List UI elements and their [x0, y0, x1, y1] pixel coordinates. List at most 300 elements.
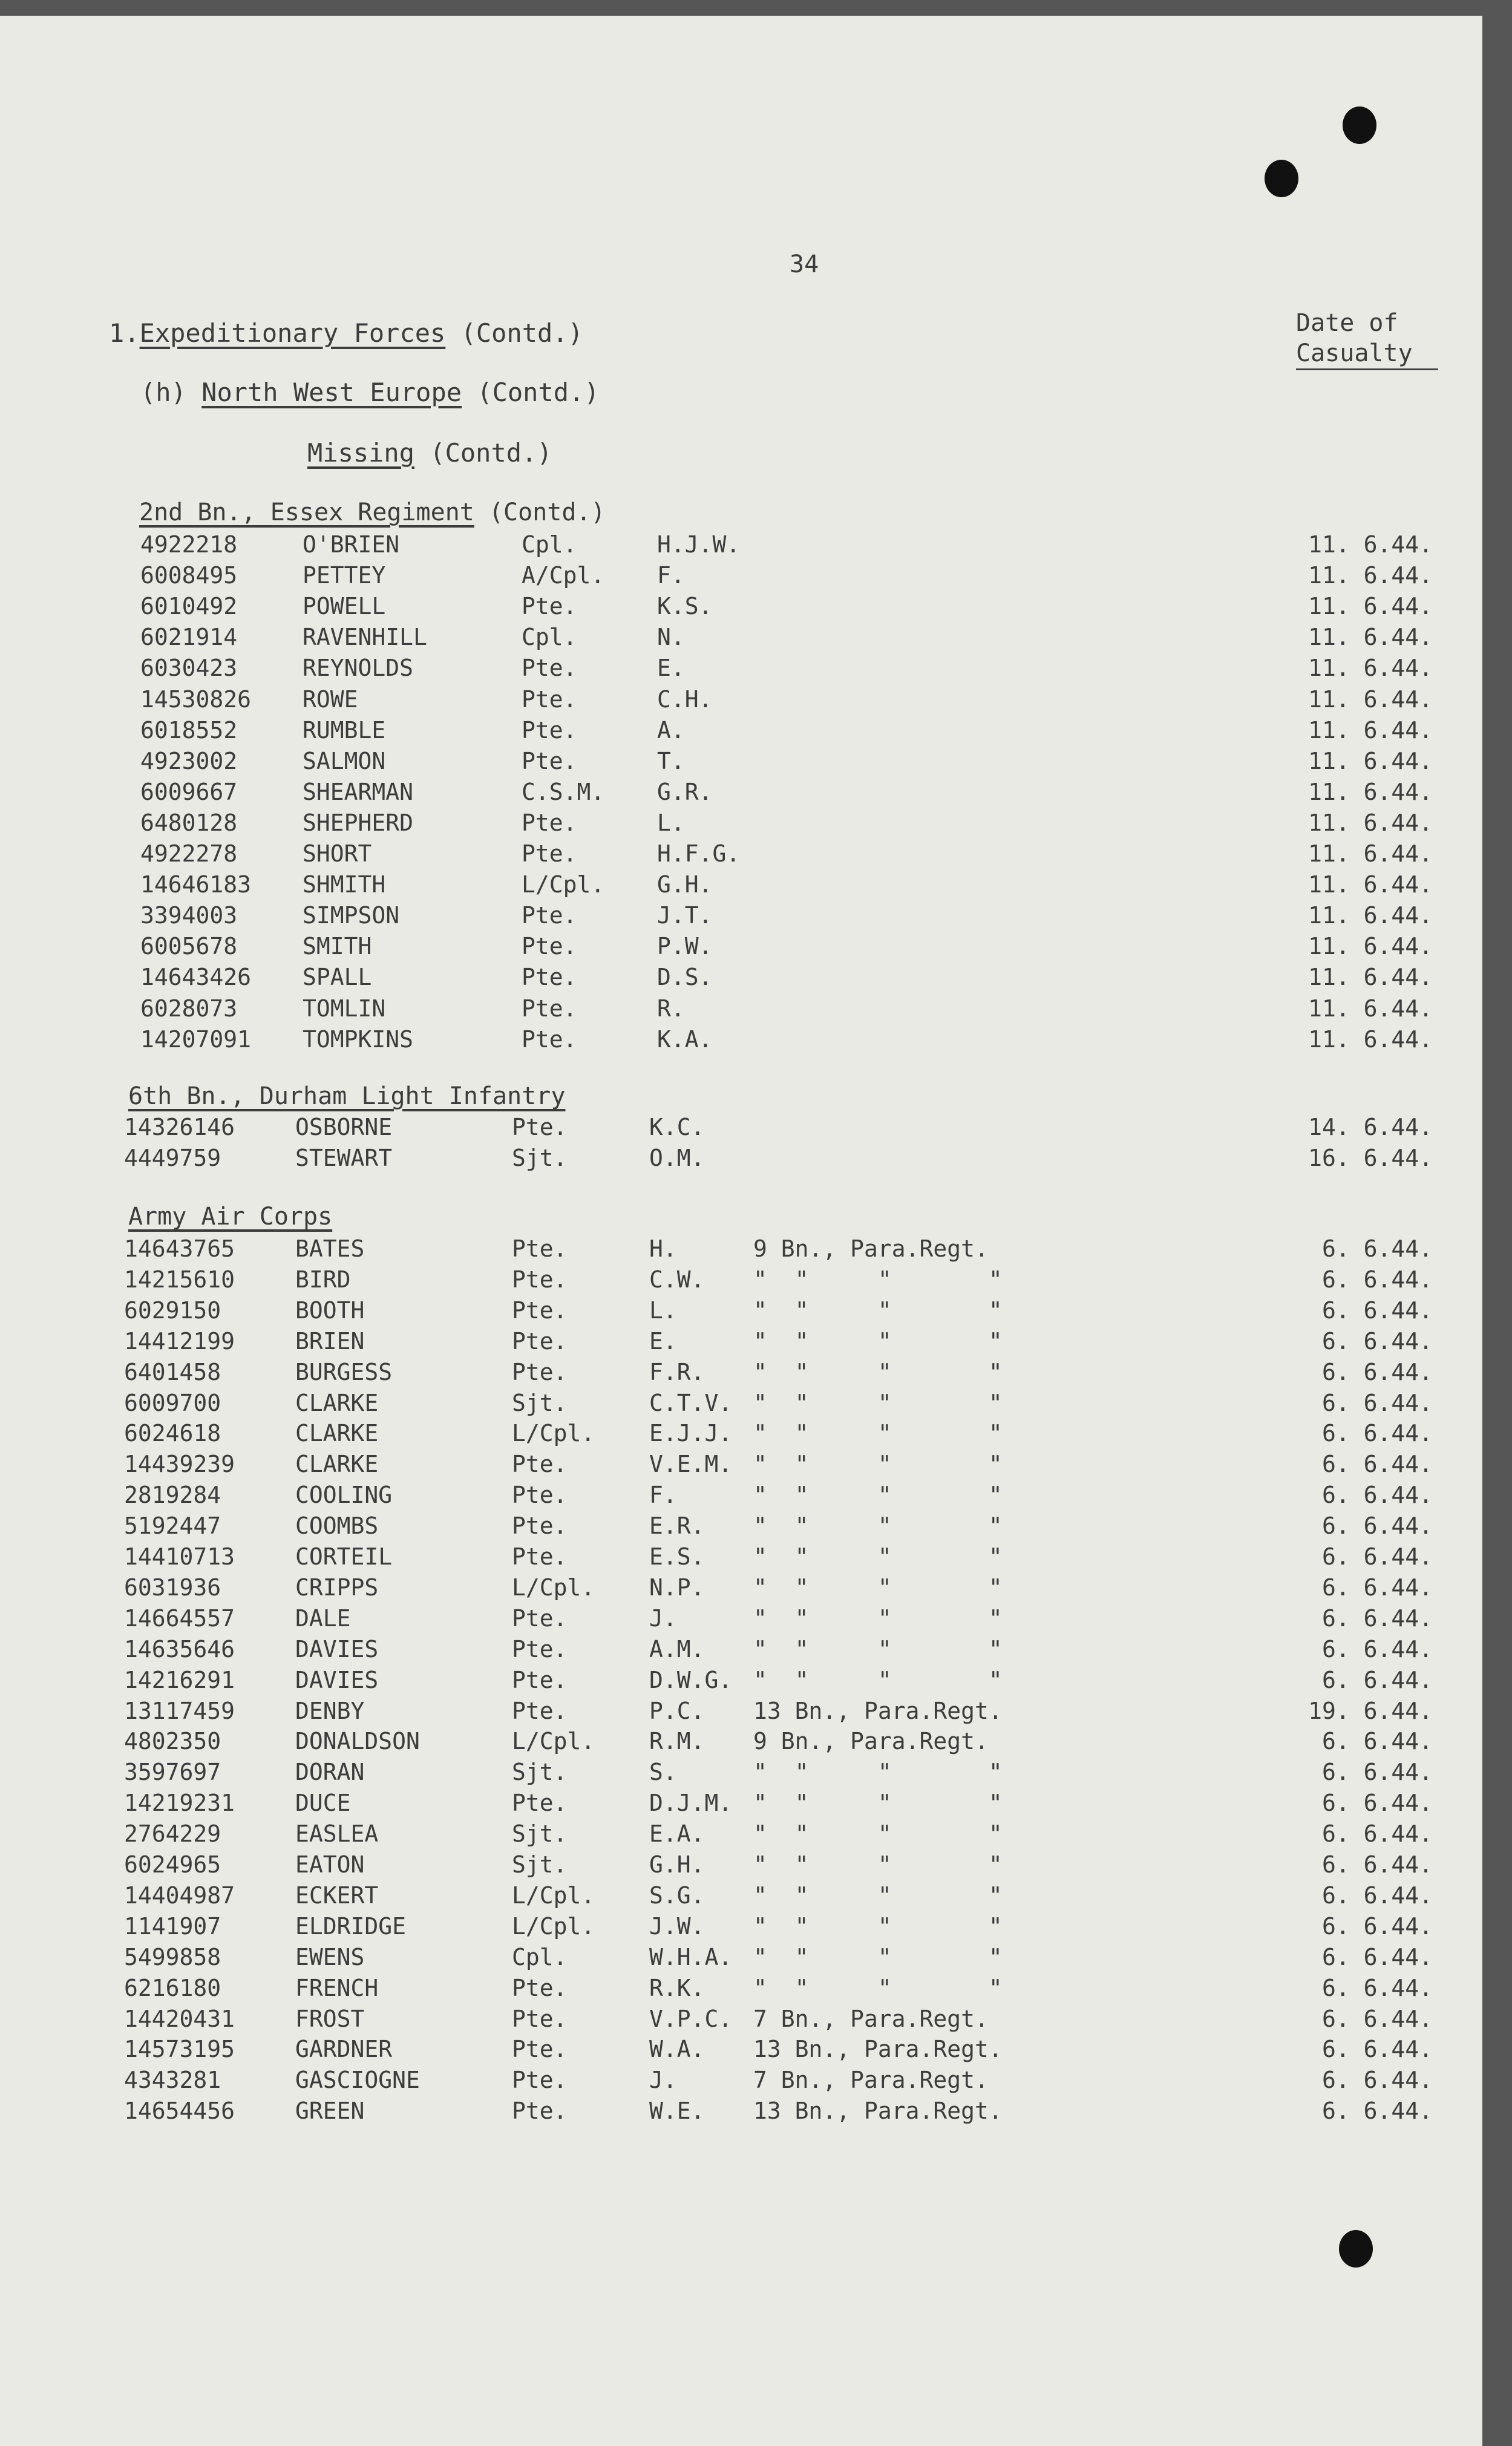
casualty-date: 6. 6.44.	[1321, 1882, 1433, 1909]
unit: " " " "	[753, 1420, 1003, 1447]
unit: " " " "	[753, 1851, 1003, 1878]
casualty-date: 6. 6.44.	[1321, 1851, 1433, 1878]
table-row	[0, 995, 1482, 1026]
surname: SHEARMAN	[303, 779, 414, 805]
initials: O.M.	[649, 1145, 705, 1171]
section-title-suffix: (Contd.)	[474, 499, 606, 526]
service-number: 14410713	[124, 1543, 235, 1570]
rank: Pte.	[522, 717, 577, 744]
surname: ROWE	[303, 686, 358, 713]
initials: H.J.W.	[657, 531, 741, 558]
casualty-date: 6. 6.44.	[1321, 2006, 1433, 2032]
initials: N.P.	[649, 1574, 705, 1601]
rank: Sjt.	[512, 1390, 568, 1416]
service-number: 3597697	[124, 1759, 221, 1785]
rank: Pte.	[512, 1451, 568, 1477]
table-row	[0, 1913, 1482, 1944]
surname: EWENS	[295, 1944, 365, 1970]
rank: Pte.	[522, 809, 577, 836]
rank: Pte.	[512, 1790, 568, 1816]
surname: BIRD	[295, 1266, 351, 1293]
surname: REYNOLDS	[303, 655, 414, 681]
surname: EASLEA	[295, 1820, 379, 1847]
initials: E.J.J.	[649, 1420, 733, 1447]
table-row	[0, 964, 1482, 995]
rank: L/Cpl.	[522, 871, 605, 898]
rank: Pte.	[512, 2067, 568, 2093]
sub-heading-prefix: (h)	[140, 378, 186, 407]
initials: S.	[649, 1759, 677, 1785]
initials: C.H.	[657, 686, 713, 713]
unit: 7 Bn., Para.Regt.	[753, 2067, 989, 2093]
main-heading-prefix: 1.	[109, 318, 140, 348]
table-row	[0, 1605, 1482, 1636]
rank: Pte.	[522, 748, 577, 774]
surname: RAVENHILL	[303, 624, 427, 650]
unit: 13 Bn., Para.Regt.	[753, 2036, 1003, 2062]
surname: DAVIES	[295, 1667, 379, 1693]
rank: Cpl.	[522, 624, 577, 650]
surname: FROST	[295, 2006, 365, 2032]
surname: BOOTH	[295, 1297, 365, 1324]
casualty-date: 11. 6.44.	[1308, 717, 1433, 744]
unit: " " " "	[753, 1574, 1003, 1601]
unit: " " " "	[753, 1297, 1003, 1324]
section-title-text: Army Air Corps	[128, 1203, 333, 1231]
rank: Pte.	[512, 1266, 568, 1293]
surname: BATES	[295, 1235, 365, 1262]
surname: COOLING	[295, 1482, 393, 1508]
service-number: 14216291	[124, 1667, 235, 1693]
document-page	[0, 16, 1482, 2446]
unit: " " " "	[753, 1543, 1003, 1570]
surname: SHORT	[303, 840, 372, 867]
punch-hole-bottom	[1339, 2230, 1373, 2268]
service-number: 14635646	[124, 1636, 235, 1663]
surname: BURGESS	[295, 1359, 393, 1385]
casualty-date: 6. 6.44.	[1321, 1944, 1433, 1970]
table-row	[0, 1451, 1482, 1482]
surname: STEWART	[295, 1145, 393, 1171]
service-number: 4923002	[140, 748, 238, 774]
casualty-date: 16. 6.44.	[1308, 1145, 1433, 1171]
service-number: 6029150	[124, 1297, 221, 1324]
service-number: 6480128	[140, 809, 238, 836]
rank: Sjt.	[512, 1851, 568, 1878]
rank: Pte.	[512, 1667, 568, 1693]
surname: TOMLIN	[303, 995, 386, 1022]
table-row	[0, 871, 1482, 902]
table-row	[0, 1390, 1482, 1421]
initials: A.M.	[649, 1636, 705, 1663]
casualty-date: 6. 6.44.	[1321, 1235, 1433, 1262]
casualty-date: 11. 6.44.	[1308, 748, 1433, 774]
table-row	[0, 1359, 1482, 1390]
unit: 13 Bn., Para.Regt.	[753, 1698, 1003, 1724]
casualty-date: 11. 6.44.	[1308, 964, 1433, 990]
service-number: 4343281	[124, 2067, 221, 2093]
initials: W.A.	[649, 2036, 705, 2062]
table-row	[0, 1026, 1482, 1057]
service-number: 6005678	[140, 933, 238, 960]
service-number: 6401458	[124, 1359, 221, 1385]
casualty-date: 6. 6.44.	[1321, 1390, 1433, 1416]
section-title	[139, 499, 606, 526]
punch-hole-top	[1343, 106, 1376, 144]
rank: C.S.M.	[522, 779, 605, 805]
service-number: 6008495	[140, 562, 238, 589]
service-number: 6009700	[124, 1390, 221, 1416]
casualty-date: 6. 6.44.	[1321, 1820, 1433, 1847]
table-row	[0, 809, 1482, 840]
service-number: 5499858	[124, 1944, 221, 1970]
table-row	[0, 655, 1482, 685]
initials: L.	[657, 809, 685, 836]
table-row	[0, 1266, 1482, 1297]
rank: Pte.	[512, 1235, 568, 1262]
table-row	[0, 1114, 1482, 1145]
service-number: 6010492	[140, 593, 238, 620]
rank: Cpl.	[522, 531, 577, 558]
service-number: 6024618	[124, 1420, 221, 1447]
surname: SHEPHERD	[303, 809, 414, 836]
rank: Pte.	[522, 995, 577, 1022]
status-heading-title: Missing	[307, 438, 415, 468]
section-title-text: 6th Bn., Durham Light Infantry	[128, 1082, 566, 1110]
surname: DENBY	[295, 1698, 365, 1724]
sub-heading	[140, 378, 600, 407]
date-header-line-1: Date of	[1296, 309, 1398, 337]
service-number: 4449759	[124, 1145, 221, 1171]
casualty-date: 11. 6.44.	[1308, 995, 1433, 1022]
initials: F.R.	[649, 1359, 705, 1385]
unit: " " " "	[753, 1359, 1003, 1385]
surname: DUCE	[295, 1790, 351, 1816]
surname: CRIPPS	[295, 1574, 379, 1601]
table-row	[0, 531, 1482, 562]
initials: R.K.	[649, 1975, 705, 2001]
rank: Pte.	[512, 1698, 568, 1724]
casualty-date: 6. 6.44.	[1321, 1420, 1433, 1447]
table-row	[0, 1543, 1482, 1574]
table-row	[0, 1728, 1482, 1759]
table-row	[0, 1944, 1482, 1975]
casualty-date: 6. 6.44.	[1321, 1328, 1433, 1355]
surname: TOMPKINS	[303, 1026, 414, 1053]
unit: " " " "	[753, 1975, 1003, 2001]
unit: " " " "	[753, 1266, 1003, 1293]
service-number: 3394003	[140, 902, 238, 929]
rank: Sjt.	[512, 1145, 568, 1171]
table-row	[0, 2067, 1482, 2098]
rank: Pte.	[522, 655, 577, 681]
surname: GREEN	[295, 2098, 365, 2124]
surname: PETTEY	[303, 562, 386, 589]
table-row	[0, 1820, 1482, 1851]
unit: " " " "	[753, 1636, 1003, 1663]
service-number: 14646183	[140, 871, 252, 898]
service-number: 6030423	[140, 655, 238, 681]
service-number: 6216180	[124, 1975, 221, 2001]
casualty-date: 11. 6.44.	[1308, 933, 1433, 960]
initials: A.	[657, 717, 685, 744]
table-row	[0, 1790, 1482, 1820]
service-number: 14420431	[124, 2006, 235, 2032]
initials: S.G.	[649, 1882, 705, 1909]
initials: J.	[649, 1605, 677, 1632]
rank: Pte.	[522, 933, 577, 960]
rank: Pte.	[522, 964, 577, 990]
table-row	[0, 779, 1482, 809]
initials: N.	[657, 624, 685, 650]
rank: Sjt.	[512, 1759, 568, 1785]
section-title-text: 2nd Bn., Essex Regiment	[139, 499, 474, 526]
service-number: 13117459	[124, 1698, 235, 1724]
rank: L/Cpl.	[512, 1882, 595, 1909]
service-number: 2764229	[124, 1820, 221, 1847]
initials: H.F.G.	[657, 840, 741, 867]
service-number: 6031936	[124, 1574, 221, 1601]
initials: V.P.C.	[649, 2006, 733, 2032]
table-row	[0, 717, 1482, 748]
rank: Pte.	[512, 2036, 568, 2062]
service-number: 6024965	[124, 1851, 221, 1878]
unit: " " " "	[753, 1759, 1003, 1785]
service-number: 14326146	[124, 1114, 235, 1140]
service-number: 4922218	[140, 531, 238, 558]
service-number: 4802350	[124, 1728, 221, 1754]
casualty-date: 11. 6.44.	[1308, 871, 1433, 898]
rank: Pte.	[512, 1328, 568, 1355]
rank: Sjt.	[512, 1820, 568, 1847]
main-heading	[109, 318, 583, 348]
unit: " " " "	[753, 1944, 1003, 1970]
surname: SHMITH	[303, 871, 386, 898]
table-row	[0, 2036, 1482, 2067]
casualty-date: 6. 6.44.	[1321, 1913, 1433, 1940]
casualty-date: 6. 6.44.	[1321, 1266, 1433, 1293]
table-row	[0, 1667, 1482, 1698]
rank: Cpl.	[512, 1944, 568, 1970]
table-row	[0, 1420, 1482, 1451]
surname: ECKERT	[295, 1882, 379, 1909]
initials: E.S.	[649, 1543, 705, 1570]
casualty-date: 6. 6.44.	[1321, 1975, 1433, 2001]
casualty-date: 11. 6.44.	[1308, 593, 1433, 620]
rank: Pte.	[512, 1543, 568, 1570]
surname: OSBORNE	[295, 1114, 393, 1140]
surname: O'BRIEN	[303, 531, 400, 558]
surname: DALE	[295, 1605, 351, 1632]
initials: F.	[649, 1482, 677, 1508]
surname: GARDNER	[295, 2036, 393, 2062]
unit: " " " "	[753, 1667, 1003, 1693]
initials: D.J.M.	[649, 1790, 733, 1816]
date-of-casualty-header	[1296, 308, 1438, 370]
service-number: 2819284	[124, 1482, 221, 1508]
casualty-date: 11. 6.44.	[1308, 531, 1433, 558]
surname: FRENCH	[295, 1975, 379, 2001]
casualty-date: 6. 6.44.	[1321, 1482, 1433, 1508]
rank: Pte.	[512, 2098, 568, 2124]
rank: Pte.	[512, 1636, 568, 1663]
sub-heading-title: North West Europe	[201, 378, 462, 407]
casualty-date: 6. 6.44.	[1321, 1667, 1433, 1693]
table-row	[0, 1145, 1482, 1176]
initials: L.	[649, 1297, 677, 1324]
initials: E.A.	[649, 1820, 705, 1847]
initials: P.W.	[657, 933, 713, 960]
initials: E.	[657, 655, 685, 681]
service-number: 1141907	[124, 1913, 221, 1940]
initials: E.	[649, 1328, 677, 1355]
initials: K.A.	[657, 1026, 713, 1053]
initials: F.	[657, 562, 685, 589]
table-row	[0, 686, 1482, 717]
surname: ELDRIDGE	[295, 1913, 407, 1940]
service-number: 6028073	[140, 995, 238, 1022]
casualty-date: 6. 6.44.	[1321, 1512, 1433, 1539]
surname: CORTEIL	[295, 1543, 393, 1570]
initials: W.E.	[649, 2098, 705, 2124]
service-number: 6021914	[140, 624, 238, 650]
initials: C.W.	[649, 1266, 705, 1293]
initials: G.H.	[649, 1851, 705, 1878]
casualty-date: 6. 6.44.	[1321, 1543, 1433, 1570]
initials: D.W.G.	[649, 1667, 733, 1693]
service-number: 14215610	[124, 1266, 235, 1293]
initials: R.	[657, 995, 685, 1022]
table-row	[0, 2098, 1482, 2128]
rank: Pte.	[512, 1975, 568, 2001]
service-number: 14412199	[124, 1328, 235, 1355]
surname: CLARKE	[295, 1420, 379, 1447]
table-row	[0, 1328, 1482, 1359]
casualty-date: 14. 6.44.	[1308, 1114, 1433, 1140]
rank: A/Cpl.	[522, 562, 605, 589]
casualty-date: 6. 6.44.	[1321, 2098, 1433, 2124]
surname: SPALL	[303, 964, 372, 990]
initials: R.M.	[649, 1728, 705, 1754]
initials: G.R.	[657, 779, 713, 805]
initials: V.E.M.	[649, 1451, 733, 1477]
service-number: 14439239	[124, 1451, 235, 1477]
service-number: 14643426	[140, 964, 252, 990]
section-title	[128, 1082, 565, 1110]
unit: " " " "	[753, 1820, 1003, 1847]
unit: " " " "	[753, 1882, 1003, 1909]
main-heading-suffix: (Contd.)	[460, 318, 583, 348]
initials: H.	[649, 1235, 677, 1262]
initials: P.C.	[649, 1698, 705, 1724]
rank: Pte.	[522, 686, 577, 713]
table-row	[0, 2006, 1482, 2036]
surname: DONALDSON	[295, 1728, 420, 1754]
casualty-date: 19. 6.44.	[1308, 1698, 1433, 1724]
initials: W.H.A.	[649, 1944, 733, 1970]
table-row	[0, 593, 1482, 624]
surname: RUMBLE	[303, 717, 386, 744]
initials: T.	[657, 748, 685, 774]
table-row	[0, 562, 1482, 593]
rank: Pte.	[512, 2006, 568, 2032]
initials: J.W.	[649, 1913, 705, 1940]
service-number: 14404987	[124, 1882, 235, 1909]
service-number: 14664557	[124, 1605, 235, 1632]
service-number: 14219231	[124, 1790, 235, 1816]
table-row	[0, 1574, 1482, 1605]
table-row	[0, 1482, 1482, 1512]
surname: CLARKE	[295, 1451, 379, 1477]
table-row	[0, 1512, 1482, 1543]
initials: K.S.	[657, 593, 713, 620]
main-heading-title: Expeditionary Forces	[139, 318, 446, 348]
table-row	[0, 1975, 1482, 2006]
unit: 9 Bn., Para.Regt.	[753, 1728, 989, 1754]
table-row	[0, 1851, 1482, 1882]
rank: L/Cpl.	[512, 1913, 595, 1940]
sub-heading-suffix: (Contd.)	[477, 378, 600, 407]
table-row	[0, 624, 1482, 655]
section-title	[128, 1203, 332, 1231]
surname: DAVIES	[295, 1636, 379, 1663]
rank: Pte.	[512, 1359, 568, 1385]
initials: K.C.	[649, 1114, 705, 1140]
rank: Pte.	[512, 1512, 568, 1539]
status-heading-suffix: (Contd.)	[430, 438, 552, 468]
service-number: 6018552	[140, 717, 238, 744]
surname: BRIEN	[295, 1328, 365, 1355]
casualty-date: 6. 6.44.	[1321, 2067, 1433, 2093]
unit: " " " "	[753, 1913, 1003, 1940]
surname: SALMON	[303, 748, 386, 774]
service-number: 14573195	[124, 2036, 235, 2062]
casualty-date: 11. 6.44.	[1308, 655, 1433, 681]
table-row	[0, 1235, 1482, 1266]
table-row	[0, 902, 1482, 933]
status-heading	[307, 438, 552, 468]
surname: POWELL	[303, 593, 386, 620]
casualty-date: 11. 6.44.	[1308, 1026, 1433, 1053]
rank: Pte.	[522, 593, 577, 620]
surname: COOMBS	[295, 1512, 379, 1539]
casualty-date: 11. 6.44.	[1308, 809, 1433, 836]
service-number: 14654456	[124, 2098, 235, 2124]
casualty-date: 11. 6.44.	[1308, 840, 1433, 867]
table-row	[0, 1297, 1482, 1328]
table-row	[0, 1636, 1482, 1667]
casualty-date: 6. 6.44.	[1321, 1790, 1433, 1816]
service-number: 5192447	[124, 1512, 221, 1539]
surname: EATON	[295, 1851, 365, 1878]
casualty-date: 6. 6.44.	[1321, 1728, 1433, 1754]
service-number: 14530826	[140, 686, 252, 713]
casualty-date: 6. 6.44.	[1321, 1759, 1433, 1785]
casualty-date: 6. 6.44.	[1321, 1636, 1433, 1663]
surname: SIMPSON	[303, 902, 400, 929]
surname: CLARKE	[295, 1390, 379, 1416]
initials: G.H.	[657, 871, 713, 898]
unit: " " " "	[753, 1790, 1003, 1816]
date-header-line-2: Casualty	[1296, 339, 1413, 367]
unit: " " " "	[753, 1482, 1003, 1508]
service-number: 14643765	[124, 1235, 235, 1262]
unit: " " " "	[753, 1512, 1003, 1539]
casualty-date: 6. 6.44.	[1321, 1574, 1433, 1601]
page-number: 34	[790, 250, 819, 278]
rank: L/Cpl.	[512, 1574, 595, 1601]
casualty-date: 11. 6.44.	[1308, 902, 1433, 929]
